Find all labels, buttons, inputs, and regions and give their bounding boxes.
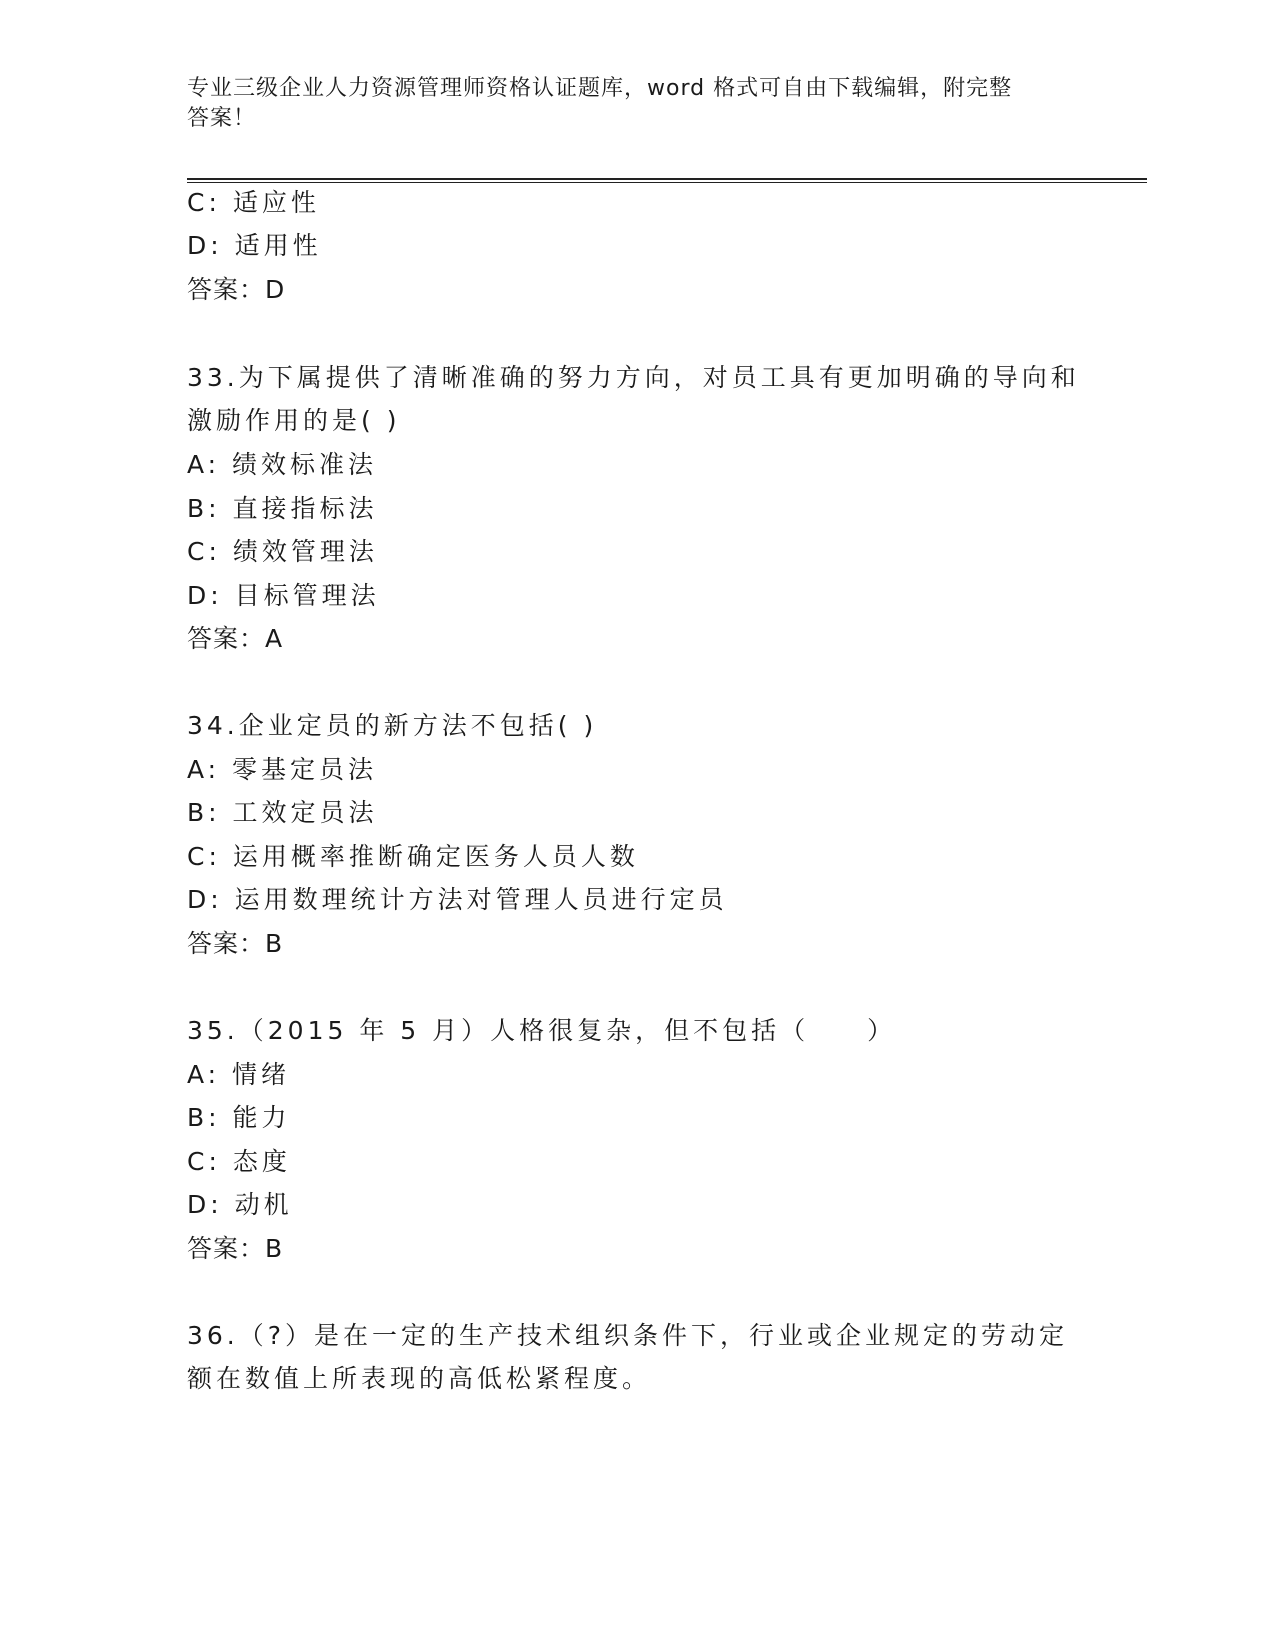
q34-option-b: B: 工效定员法 bbox=[187, 798, 378, 827]
q36-stem-line-2: 额在数值上所表现的高低松紧程度。 bbox=[187, 1364, 652, 1393]
header-title-line-1: 专业三级企业人力资源管理师资格认证题库，word 格式可自由下载编辑，附完整 bbox=[187, 76, 1013, 101]
q35-option-b: B: 能力 bbox=[187, 1103, 291, 1132]
header-divider bbox=[187, 178, 1147, 183]
prev-answer: 答案：D bbox=[187, 275, 286, 304]
prev-option-d: D: 适用性 bbox=[187, 231, 322, 260]
q33-option-c: C: 绩效管理法 bbox=[187, 537, 378, 566]
q35-option-a: A: 情绪 bbox=[187, 1060, 291, 1089]
q33-option-d: D: 目标管理法 bbox=[187, 581, 380, 610]
q36-stem-line-1: 36.（?）是在一定的生产技术组织条件下，行业或企业规定的劳动定 bbox=[187, 1321, 1069, 1350]
q35-option-d: D: 动机 bbox=[187, 1190, 293, 1219]
q33-option-a: A: 绩效标准法 bbox=[187, 450, 378, 479]
prev-option-c: C: 适应性 bbox=[187, 188, 320, 217]
q34-answer: 答案：B bbox=[187, 929, 284, 958]
q33-stem-line-1: 33.为下属提供了清晰准确的努力方向，对员工具有更加明确的导向和 bbox=[187, 363, 1080, 392]
q35-option-c: C: 态度 bbox=[187, 1147, 291, 1176]
q33-stem-line-2: 激励作用的是( ) bbox=[187, 406, 401, 435]
q34-option-a: A: 零基定员法 bbox=[187, 755, 378, 784]
q33-answer: 答案：A bbox=[187, 624, 284, 653]
q34-stem-line-1: 34.企业定员的新方法不包括( ) bbox=[187, 711, 598, 740]
document-header bbox=[187, 74, 1087, 134]
q33-option-b: B: 直接指标法 bbox=[187, 494, 378, 523]
header-title-line-2: 答案！ bbox=[187, 106, 257, 131]
q34-option-c: C: 运用概率推断确定医务人员人数 bbox=[187, 842, 639, 871]
q35-stem-line-1: 35.（2015 年 5 月）人格很复杂，但不包括（ ） bbox=[187, 1016, 897, 1045]
q34-option-d: D: 运用数理统计方法对管理人员进行定员 bbox=[187, 885, 728, 914]
q35-answer: 答案：B bbox=[187, 1234, 284, 1263]
